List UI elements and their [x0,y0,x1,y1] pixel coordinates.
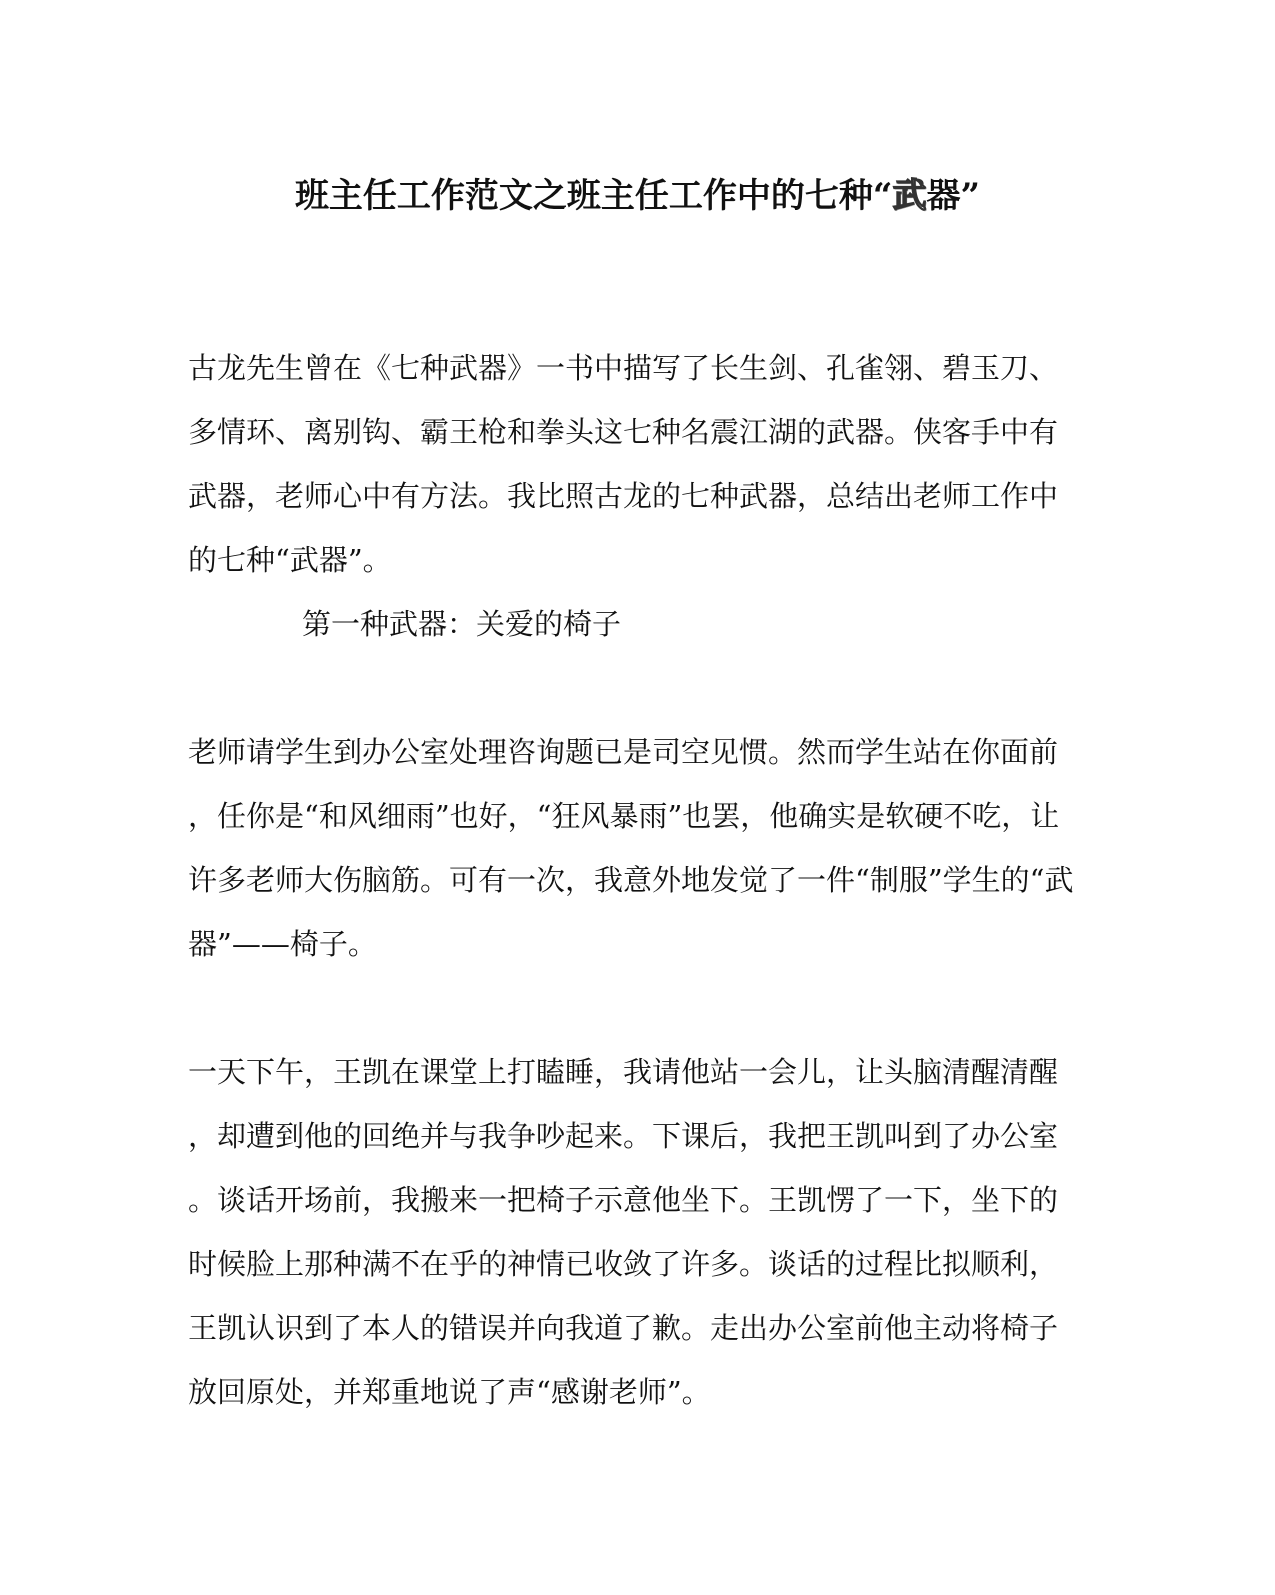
paragraph-3-line-2: ，却遭到他的回绝并与我争吵起来。下课后，我把王凯叫到了办公室 [188,1119,1059,1153]
paragraph-2-line-3: 许多老师大伤脑筋。可有一次，我意外地发觉了一件“制服”学生的“武 [188,863,1074,897]
paragraph-3-line-4: 时候脸上那种满不在乎的神情已收敛了许多。谈话的过程比拟顺利， [188,1247,1059,1281]
paragraph-3-line-6: 放回原处，并郑重地说了声“感谢老师”。 [188,1375,711,1409]
paragraph-1-line-1: 古龙先生曾在《七种武器》一书中描写了长生剑、孔雀翎、碧玉刀、 [188,351,1059,385]
paragraph-3-line-1: 一天下午，王凯在课堂上打瞌睡，我请他站一会儿，让头脑清醒清醒 [188,1055,1059,1089]
title-text-after: 器” [926,176,981,216]
paragraph-1-line-4: 的七种“武器”。 [188,543,392,577]
paragraph-2-line-1: 老师请学生到办公室处理咨询题已是司空见惯。然而学生站在你面前 [188,735,1059,769]
paragraph-1-line-2: 多情环、离别钩、霸王枪和拳头这七种名震江湖的武器。侠客手中有 [188,415,1059,449]
paragraph-2-line-2: ，任你是“和风细雨”也好，“狂风暴雨”也罢，他确实是软硬不吃，让 [188,799,1060,833]
paragraph-1-line-3: 武器，老师心中有方法。我比照古龙的七种武器，总结出老师工作中 [188,479,1059,513]
title-outlined-char: 武 [892,176,927,216]
paragraph-3-line-5: 王凯认识到了本人的错误并向我道了歉。走出办公室前他主动将椅子 [188,1311,1059,1345]
paragraph-3-line-3: 。谈话开场前，我搬来一把椅子示意他坐下。王凯愣了一下，坐下的 [188,1183,1059,1217]
paragraph-2-line-4: 器”——椅子。 [188,927,377,961]
title-text-before: 班主任工作范文之班主任工作中的七种“ [294,176,893,216]
section-heading: 第一种武器：关爱的椅子 [302,607,622,641]
document-title [0,168,1275,224]
